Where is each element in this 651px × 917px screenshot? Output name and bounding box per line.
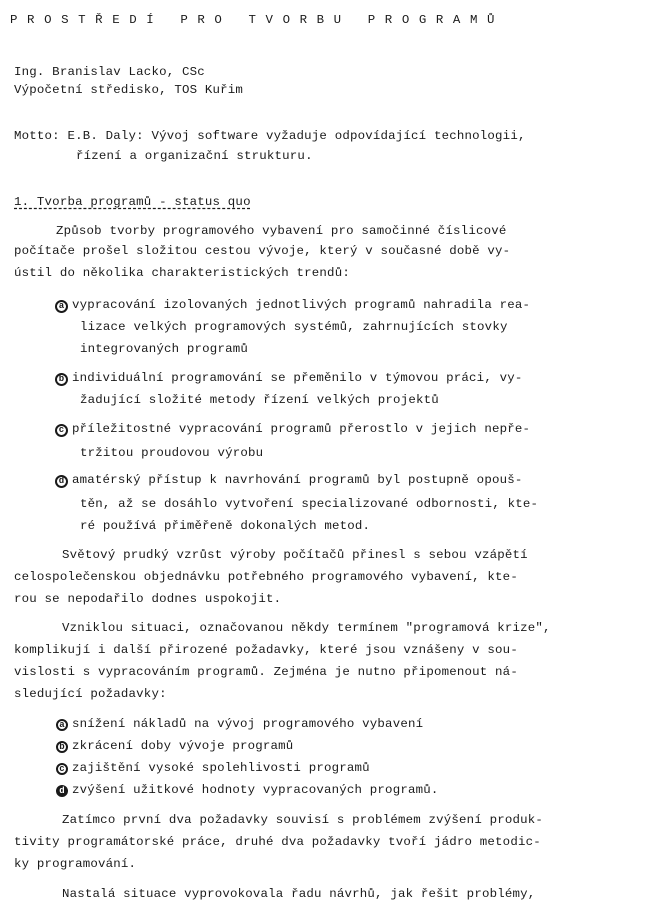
para2-line-2: celospolečenskou objednávku potřebného programového vybavení, kte-: [14, 570, 518, 584]
list-marker-letter: d: [58, 476, 65, 486]
requirement-a: snížení nákladů na vývoj programového vybavení: [72, 717, 424, 731]
list-marker-circle-icon: [56, 719, 68, 731]
intro-line-2: počítače prošel složitou cestou vývoje, který v současné době vy-: [14, 244, 511, 258]
trend-c-line-1: příležitostné vypracování programů přerostlo v jejich nepře-: [72, 422, 531, 436]
list-marker-circle-icon: [56, 785, 68, 797]
para4-line-1: Zatímco první dva požadavky souvisí s problémem zvýšení produk-: [62, 813, 544, 827]
trend-b-line-2: žadující složité metody řízení velkých projektů: [80, 393, 439, 407]
motto-line-1: Motto: E.B. Daly: Vývoj software vyžaduje odpovídající technologii,: [14, 129, 526, 143]
list-marker-circle-icon: [55, 475, 68, 488]
list-marker-letter: d: [59, 785, 65, 796]
requirement-d: zvýšení užitkové hodnoty vypracovaných programů.: [72, 783, 439, 797]
trend-a-line-1: vypracování izolovaných jednotlivých programů nahradila rea-: [72, 298, 531, 312]
para2-line-3: rou se nepodařilo dodnes uspokojit.: [14, 592, 282, 606]
list-marker-circle-icon: [55, 300, 68, 313]
requirement-b: zkrácení doby vývoje programů: [72, 739, 294, 753]
list-marker-circle-icon: [56, 763, 68, 775]
trend-a-line-3: integrovaných programů: [80, 342, 248, 356]
para3-line-2: komplikují i další přirozené požadavky, které jsou vznášeny v sou-: [14, 643, 518, 657]
requirement-c: zajištění vysoké spolehlivosti programů: [72, 761, 370, 775]
para2-line-1: Světový prudký vzrůst výroby počítačů přinesl s sebou vzápětí: [62, 548, 528, 562]
trend-a-line-2: lizace velkých programových systémů, zahrnujících stovky: [80, 320, 508, 334]
list-marker-letter: b: [59, 741, 65, 752]
para3-line-1: Vzniklou situaci, označovanou někdy termínem "programová krize",: [62, 621, 551, 635]
list-marker-letter: c: [58, 425, 65, 435]
list-marker-letter: c: [59, 763, 65, 774]
para3-line-3: vislosti s vypracováním programů. Zejména je nutno připomenout ná-: [14, 665, 518, 679]
section-heading: 1. Tvorba programů - status quo: [14, 195, 251, 209]
intro-line-3: ústil do několika charakteristických trendů:: [14, 266, 350, 280]
trend-d-line-1: amatérský přístup k navrhování programů byl postupně opouš-: [72, 473, 523, 487]
author-name: Ing. Branislav Lacko, CSc: [14, 65, 205, 79]
trend-c-line-2: tržitou proudovou výrobu: [80, 446, 264, 460]
trend-b-line-1: individuální programování se přeměnilo v týmovou práci, vy-: [72, 371, 523, 385]
page-title: PROSTŘEDÍ PRO TVORBU PROGRAMŮ: [10, 13, 505, 27]
para4-line-3: ky programování.: [14, 857, 137, 871]
list-marker-circle-icon: [55, 424, 68, 437]
intro-line-1: Způsob tvorby programového vybavení pro samočinné číslicové: [56, 224, 507, 238]
list-marker-letter: a: [58, 301, 65, 311]
motto-line-2: řízení a organizační strukturu.: [76, 149, 313, 163]
para5-line-1: Nastalá situace vyprovokovala řadu návrhů, jak řešit problémy,: [62, 887, 536, 901]
list-marker-circle-icon: [56, 741, 68, 753]
list-marker-circle-icon: [55, 373, 68, 386]
para3-line-4: sledující požadavky:: [14, 687, 167, 701]
author-affiliation: Výpočetní středisko, TOS Kuřim: [14, 83, 244, 97]
para4-line-2: tivity programátorské práce, druhé dva požadavky tvoří jádro metodic-: [14, 835, 541, 849]
trend-d-line-2: těn, až se dosáhlo vytvoření specializované odbornosti, kte-: [80, 497, 539, 511]
trend-d-line-3: ré používá přiměřeně dokonalých metod.: [80, 519, 371, 533]
list-marker-letter: b: [58, 374, 65, 384]
list-marker-letter: a: [59, 719, 65, 730]
